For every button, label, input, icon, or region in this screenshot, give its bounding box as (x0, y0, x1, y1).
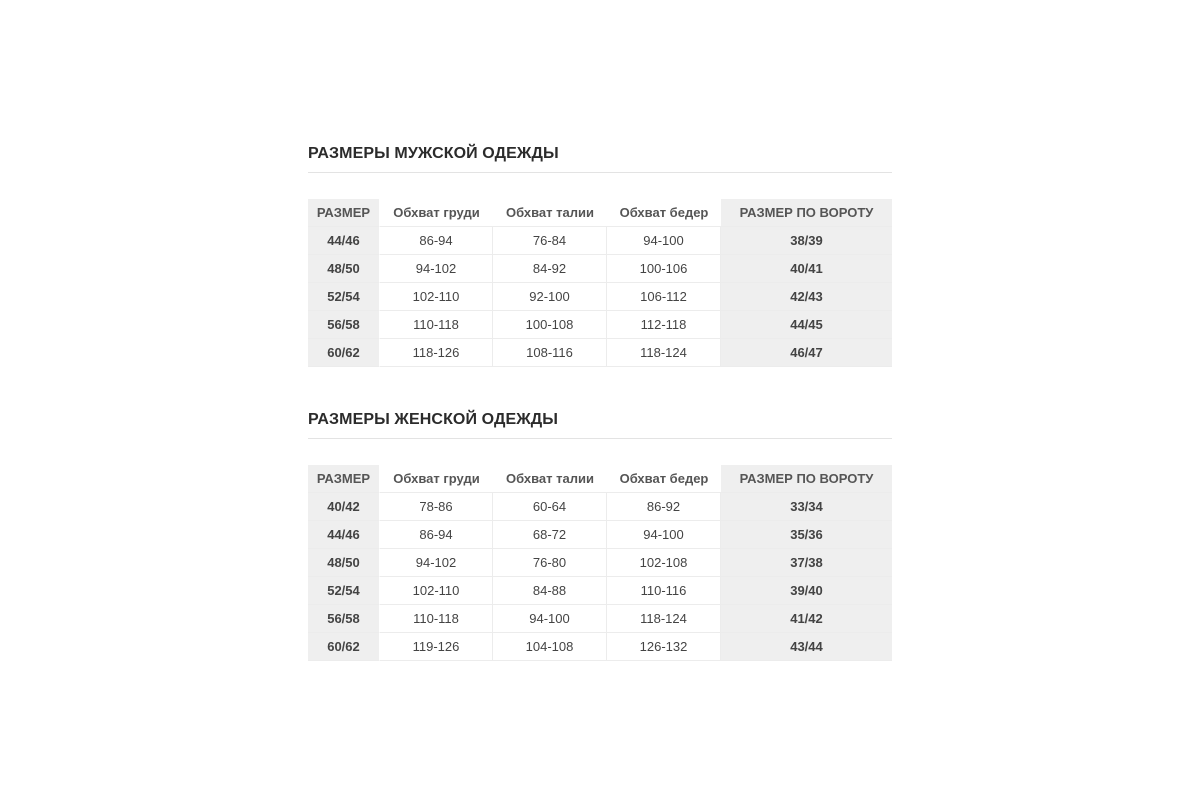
size-cell: 48/50 (308, 255, 380, 283)
table-row (308, 493, 892, 521)
header-size: РАЗМЕР (308, 199, 380, 227)
header-hips: Обхват бедер (607, 199, 721, 227)
table-row (308, 577, 892, 605)
table-header-row (308, 465, 892, 493)
header-chest: Обхват груди (380, 199, 493, 227)
header-chest: Обхват груди (380, 465, 493, 493)
size-cell: 44/46 (308, 227, 380, 255)
header-waist: Обхват талии (493, 465, 607, 493)
hips-cell: 118-124 (607, 605, 721, 633)
chest-cell: 94-102 (380, 549, 493, 577)
table-row (308, 283, 892, 311)
waist-cell: 84-88 (493, 577, 607, 605)
size-cell: 52/54 (308, 577, 380, 605)
table-row (308, 339, 892, 367)
chest-cell: 94-102 (380, 255, 493, 283)
hips-cell: 100-106 (607, 255, 721, 283)
collar-cell: 43/44 (721, 633, 892, 661)
hips-cell: 110-116 (607, 577, 721, 605)
men-size-table (308, 199, 892, 367)
women-sizes-section (308, 406, 892, 661)
size-cell: 44/46 (308, 521, 380, 549)
men-sizes-title: РАЗМЕРЫ МУЖСКОЙ ОДЕЖДЫ (308, 145, 559, 162)
chest-cell: 110-118 (380, 605, 493, 633)
chest-cell: 102-110 (380, 283, 493, 311)
hips-cell: 86-92 (607, 493, 721, 521)
collar-cell: 37/38 (721, 549, 892, 577)
chest-cell: 119-126 (380, 633, 493, 661)
table-row (308, 311, 892, 339)
waist-cell: 60-64 (493, 493, 607, 521)
size-cell: 56/58 (308, 311, 380, 339)
header-collar: РАЗМЕР ПО ВОРОТУ (721, 465, 892, 493)
men-title-divider (308, 172, 892, 173)
collar-cell: 41/42 (721, 605, 892, 633)
chest-cell: 102-110 (380, 577, 493, 605)
collar-cell: 40/41 (721, 255, 892, 283)
hips-cell: 118-124 (607, 339, 721, 367)
table-header-row (308, 199, 892, 227)
table-row (308, 227, 892, 255)
header-size: РАЗМЕР (308, 465, 380, 493)
hips-cell: 94-100 (607, 227, 721, 255)
hips-cell: 106-112 (607, 283, 721, 311)
collar-cell: 42/43 (721, 283, 892, 311)
waist-cell: 84-92 (493, 255, 607, 283)
chest-cell: 118-126 (380, 339, 493, 367)
collar-cell: 38/39 (721, 227, 892, 255)
waist-cell: 68-72 (493, 521, 607, 549)
chest-cell: 78-86 (380, 493, 493, 521)
waist-cell: 94-100 (493, 605, 607, 633)
women-title-divider (308, 438, 892, 439)
waist-cell: 104-108 (493, 633, 607, 661)
hips-cell: 94-100 (607, 521, 721, 549)
header-waist: Обхват талии (493, 199, 607, 227)
waist-cell: 76-80 (493, 549, 607, 577)
table-row (308, 549, 892, 577)
collar-cell: 33/34 (721, 493, 892, 521)
size-cell: 48/50 (308, 549, 380, 577)
size-cell: 52/54 (308, 283, 380, 311)
waist-cell: 100-108 (493, 311, 607, 339)
chest-cell: 86-94 (380, 521, 493, 549)
size-cell: 40/42 (308, 493, 380, 521)
women-sizes-title: РАЗМЕРЫ ЖЕНСКОЙ ОДЕЖДЫ (308, 411, 559, 428)
waist-cell: 92-100 (493, 283, 607, 311)
chest-cell: 110-118 (380, 311, 493, 339)
hips-cell: 126-132 (607, 633, 721, 661)
waist-cell: 108-116 (493, 339, 607, 367)
size-cell: 60/62 (308, 339, 380, 367)
size-cell: 60/62 (308, 633, 380, 661)
women-size-table (308, 465, 892, 661)
hips-cell: 112-118 (607, 311, 721, 339)
table-row (308, 633, 892, 661)
collar-cell: 39/40 (721, 577, 892, 605)
collar-cell: 35/36 (721, 521, 892, 549)
collar-cell: 46/47 (721, 339, 892, 367)
header-collar: РАЗМЕР ПО ВОРОТУ (721, 199, 892, 227)
table-row (308, 605, 892, 633)
chest-cell: 86-94 (380, 227, 493, 255)
waist-cell: 76-84 (493, 227, 607, 255)
hips-cell: 102-108 (607, 549, 721, 577)
size-cell: 56/58 (308, 605, 380, 633)
table-row (308, 521, 892, 549)
men-sizes-section (308, 140, 892, 367)
table-row (308, 255, 892, 283)
collar-cell: 44/45 (721, 311, 892, 339)
header-hips: Обхват бедер (607, 465, 721, 493)
